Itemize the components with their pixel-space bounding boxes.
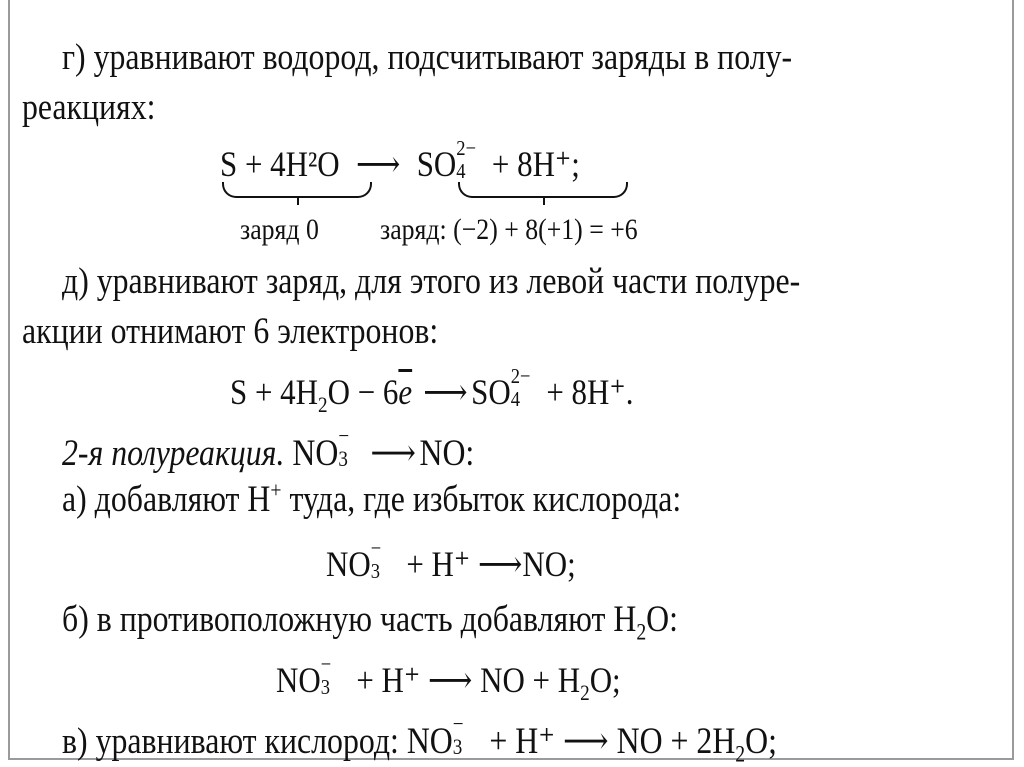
arrow: ⟶ bbox=[427, 660, 473, 700]
brace-right bbox=[458, 182, 628, 198]
arrow: ⟶ bbox=[477, 544, 523, 584]
charge-right-text: заряд: (−2) + 8(+1) = +6 bbox=[380, 213, 638, 246]
step-b bbox=[62, 599, 679, 645]
step-a-sup: + bbox=[270, 477, 282, 503]
eq3-no3-indices bbox=[370, 536, 399, 583]
step-g-line-1 bbox=[62, 38, 792, 78]
step-v-no3-indices bbox=[452, 710, 482, 760]
eq4-mid: + H⁺ bbox=[348, 660, 428, 700]
step-d-line-1 bbox=[62, 262, 800, 302]
step-b-text-2: O: bbox=[646, 599, 679, 640]
step-a-text-2: туда, где избыток кислорода: bbox=[281, 479, 682, 520]
half2-no3-indices bbox=[338, 422, 367, 472]
half2-no3: NO bbox=[284, 433, 339, 474]
eq1-rest: + 8H⁺; bbox=[484, 144, 580, 184]
brace-left bbox=[222, 182, 372, 198]
step-v-rest-2: O; bbox=[745, 721, 777, 762]
half2-no3-sup: − bbox=[338, 422, 350, 448]
step-v-h-sub: 2 bbox=[735, 741, 746, 767]
charge-left-text: заряд 0 bbox=[240, 213, 319, 246]
eq1-so-indices bbox=[456, 136, 484, 183]
arrow: ⟶ bbox=[423, 372, 468, 412]
eq2-mid: O − 6 bbox=[327, 372, 399, 412]
eq3-rest: NO; bbox=[522, 544, 576, 584]
eq4-no3-indices bbox=[320, 652, 349, 699]
charge-right bbox=[380, 210, 638, 250]
equation-1 bbox=[220, 136, 580, 184]
step-v-rest-1: NO + 2H bbox=[608, 721, 736, 762]
eq2-so-sup: 2− bbox=[510, 364, 531, 389]
step-v bbox=[62, 710, 777, 767]
eq4-no3-sub: 3 bbox=[320, 674, 331, 699]
eq1-so: SO bbox=[416, 144, 457, 184]
equation-2 bbox=[230, 364, 634, 418]
step-a bbox=[62, 477, 682, 520]
step-v-text-1: в) уравнивают кислород: NO bbox=[62, 721, 453, 762]
step-a-text-1: а) добавляют H bbox=[62, 479, 271, 520]
step-g-line-2 bbox=[22, 88, 155, 128]
half-reaction-2 bbox=[62, 422, 475, 474]
eq2-so-indices bbox=[510, 364, 539, 411]
equation-3 bbox=[326, 536, 576, 584]
step-d-text-1: д) уравнивают заряд, для этого из левой части полуре- bbox=[62, 261, 801, 302]
step-b-sub: 2 bbox=[636, 619, 647, 645]
eq2-rest: + 8H⁺. bbox=[538, 372, 634, 412]
eq2-left: S + 4H bbox=[230, 372, 319, 412]
step-d-text-2: акции отнимают 6 электронов: bbox=[22, 311, 439, 352]
arrow: ⟶ bbox=[563, 721, 609, 762]
eq4-rest-2: O; bbox=[589, 660, 621, 700]
eq1-so-sub: 4 bbox=[456, 158, 466, 183]
eq4-h-sub: 2 bbox=[580, 680, 590, 706]
step-v-mid: + H⁺ bbox=[481, 721, 564, 762]
half2-no3-sub: 3 bbox=[338, 446, 348, 472]
eq3-mid: + H⁺ bbox=[398, 544, 478, 584]
eq2-h-sub: 2 bbox=[318, 392, 328, 418]
eq4-no3-sup: − bbox=[320, 652, 332, 677]
half2-rest: NO: bbox=[419, 433, 475, 474]
eq3-no3-sub: 3 bbox=[370, 558, 381, 583]
step-v-sup: − bbox=[452, 710, 464, 736]
step-g-text-1: г) уравнивают водород, подсчитывают заряды в полу- bbox=[62, 37, 793, 78]
eq1-left: S + 4H²O bbox=[220, 144, 340, 184]
half-reaction-2-label: 2-я полуреакция. bbox=[62, 433, 285, 474]
eq2-so-sub: 4 bbox=[510, 386, 521, 411]
charge-left bbox=[240, 210, 319, 250]
equation-4 bbox=[276, 652, 621, 706]
eq3-no3-sup: − bbox=[370, 536, 382, 561]
step-b-text-1: б) в противоположную часть добавляют H bbox=[62, 599, 637, 640]
eq1-so-sup: 2− bbox=[456, 136, 477, 161]
arrow: ⟶ bbox=[370, 433, 417, 474]
eq4-no3: NO bbox=[276, 660, 321, 700]
electron-symbol: $\overline{e}$ bbox=[398, 372, 413, 412]
eq4-rest-1: NO + H bbox=[472, 660, 581, 700]
eq2-so: SO bbox=[471, 372, 511, 412]
step-v-sub: 3 bbox=[452, 734, 463, 760]
step-g-text-2: реакциях: bbox=[22, 87, 156, 128]
step-d-line-2 bbox=[22, 312, 438, 352]
eq3-no3: NO bbox=[326, 544, 371, 584]
arrow: ⟶ bbox=[355, 144, 401, 184]
